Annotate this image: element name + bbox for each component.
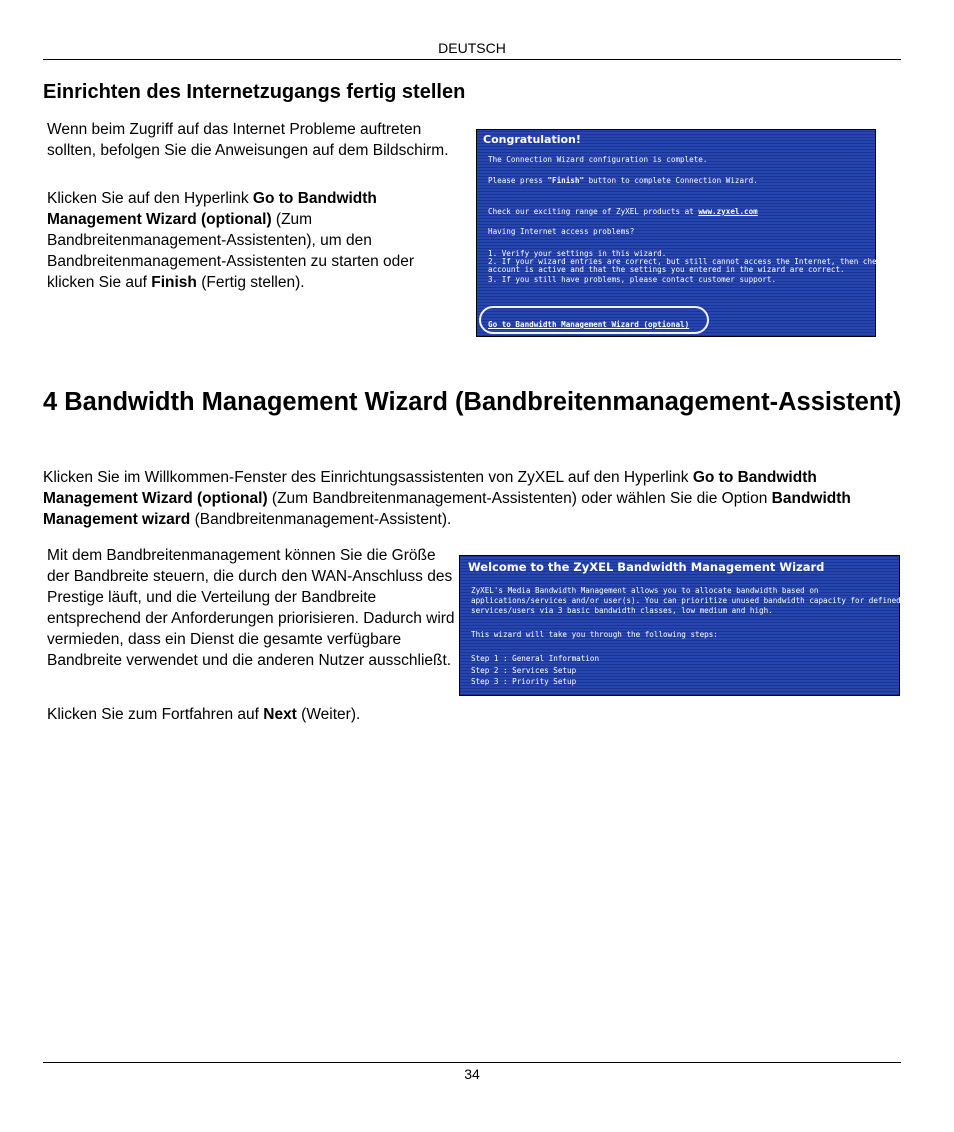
text: Klicken Sie im Willkommen-Fenster des Einrichtungsassistenten von ZyXEL auf den Hyperlink [43,469,693,486]
section-paragraph-2 [47,188,457,293]
bold-finish: Finish [151,274,197,291]
screenshot-step: 2. If your wizard entries are correct, but still cannot access the Internet, then check that your ISP [488,257,950,266]
text: (Fertig stellen). [196,274,305,291]
screenshot-step: 1. Verify your settings in this wizard. [488,249,667,258]
screenshot-title: Welcome to the ZyXEL Bandwidth Management Wizard [468,560,825,574]
text: Klicken Sie auf den Hyperlink [47,190,253,207]
screenshot-step: Step 3 : Priority Setup [471,677,577,686]
screenshot-line: This wizard will take you through the following steps: [471,630,718,639]
chapter-title: 4 Bandwidth Management Wizard (Bandbreitenmanagement-Assistent) [43,388,902,416]
screenshot-title: Congratulation! [483,133,581,146]
chapter-intro [43,467,907,530]
section-paragraph-1: Wenn beim Zugriff auf das Internet Probleme auftreten sollten, befolgen Sie die Anweisungen auf dem Bildschirm. [47,121,449,159]
bold-option: Bandwidth Management wizard [43,490,851,528]
screenshot-line: applications/services and/or user(s). You can prioritize unused bandwidth capacity for defined [471,596,901,605]
screenshot-step: Step 2 : Services Setup [471,666,577,675]
screenshot-step: account is active and that the settings you entered in the wizard are correct. [488,265,845,274]
bold-link-name: Go to Bandwidth Management Wizard (optional) [43,469,817,507]
header-rule [43,59,901,60]
screenshot-line: ZyXEL's Media Bandwidth Management allows you to allocate bandwidth based on [471,586,819,595]
header-language-label: DEUTSCH [438,40,506,56]
welcome-screenshot [459,555,900,696]
footer-rule [43,1062,901,1063]
section-heading: Einrichten des Internetzugangs fertig stellen [43,81,466,103]
link-text: Go to Bandwidth Management Wizard (optional) [488,320,690,329]
text: Klicken Sie zum Fortfahren auf [47,706,264,723]
screenshot-step: Step 1 : General Information [471,654,600,663]
screenshot-line [488,207,758,216]
text: Please press [488,176,548,185]
screenshot-line: Having Internet access problems? [488,227,635,236]
chapter-paragraph-2 [47,704,457,725]
screenshot-step: 3. If you still have problems, please contact customer support. [488,275,777,284]
text: button to complete Connection Wizard. [584,176,758,185]
screenshot-line: services/users via 3 basic bandwidth classes, low medium and high. [471,606,773,615]
congratulation-screenshot [476,129,950,337]
bold-link-name: Go to Bandwidth Management Wizard (optional) [47,190,377,228]
text: (Zum Bandbreitenmanagement-Assistenten), um den Bandbreitenmanagement-Assistenten zu starten oder klicken Sie auf [47,211,415,291]
text: (Zum Bandbreitenmanagement-Assistenten) oder wählen Sie die Option [267,490,772,507]
screenshot-line: The Connection Wizard configuration is complete. [488,155,708,164]
zyxel-website-link: www.zyxel.com [698,207,758,216]
bold-next: Next [263,706,297,723]
chapter-paragraph-1: Mit dem Bandbreitenmanagement können Sie die Größe der Bandbreite steuern, die durch den WAN-Anschluss des Prestige läuft, und die Verteilung der Bandbreite entsprechend der Anforderungen priorisieren. Dadurch wird vermieden, dass ein Dienst die gesamte verfügbare Bandbreite verwendet und die anderen Nutzer ausschließt. [47,547,455,669]
screenshot-line [488,176,758,185]
text: Check our exciting range of ZyXEL products at [488,207,699,216]
page-number: 34 [464,1066,480,1082]
text: (Weiter). [296,706,361,723]
text: (Bandbreitenmanagement-Assistent). [190,511,452,528]
text: "Finish" [547,176,585,185]
bandwidth-wizard-link [488,320,689,329]
